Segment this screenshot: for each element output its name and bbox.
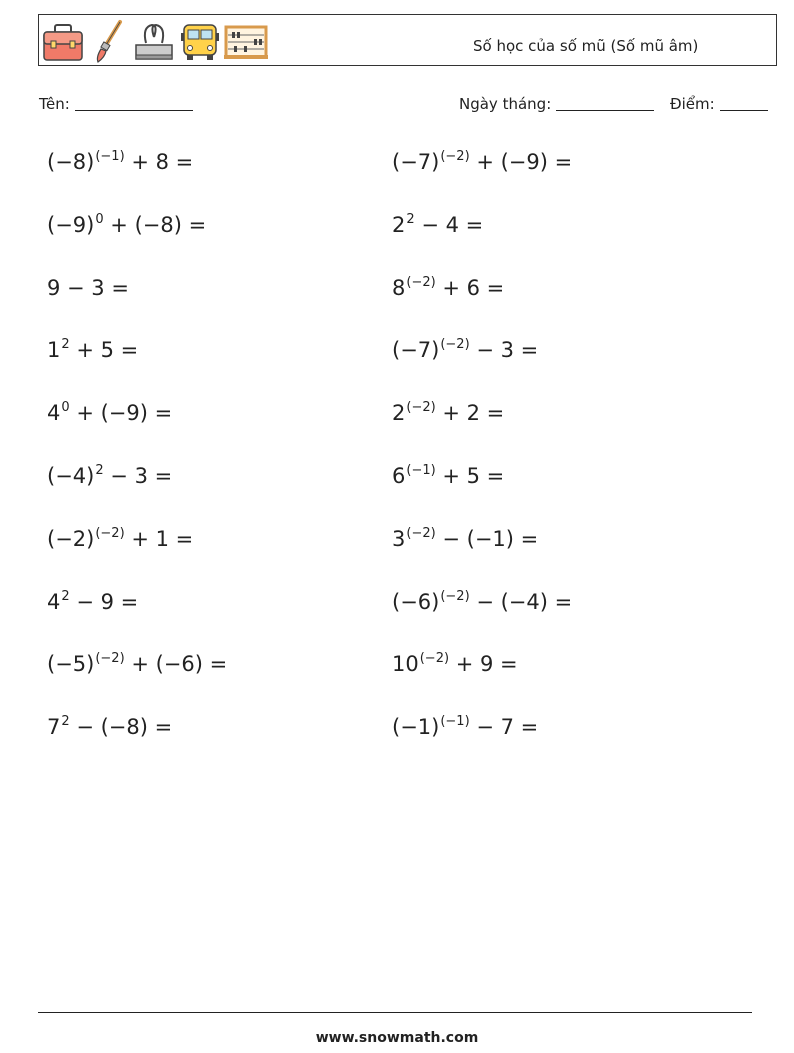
problem-base: 9 − 3 = (47, 276, 129, 300)
problem-exponent: 2 (61, 337, 70, 352)
problem-exponent: (−2) (406, 400, 436, 415)
problem-base: 2 (392, 213, 406, 237)
binder-clip-icon (134, 19, 174, 63)
problem-13 (47, 527, 193, 551)
score-blank[interactable] (720, 96, 768, 111)
problem-rest: − 9 = (69, 590, 139, 614)
problem-10 (392, 401, 504, 425)
problem-base: 3 (392, 527, 406, 551)
problem-base: 2 (392, 401, 406, 425)
date-blank[interactable] (556, 96, 654, 111)
problem-base: (−5) (47, 652, 95, 676)
problem-exponent: (−2) (95, 651, 125, 666)
problem-base: 4 (47, 401, 61, 425)
school-bus-icon (180, 19, 220, 63)
problem-rest: − (−4) = (469, 590, 573, 614)
problem-rest: + 9 = (449, 652, 518, 676)
problem-2 (392, 150, 572, 174)
problem-base: 1 (47, 338, 61, 362)
problem-rest: + 5 = (69, 338, 139, 362)
worksheet-title: Số học của số mũ (Số mũ âm) (473, 37, 699, 55)
problem-19 (47, 715, 172, 739)
score-field (670, 95, 768, 113)
problem-base: 4 (47, 590, 61, 614)
problem-4 (392, 213, 483, 237)
problem-20 (392, 715, 538, 739)
problem-base: (−7) (392, 338, 440, 362)
problem-exponent: (−2) (440, 589, 470, 604)
problem-15 (47, 590, 138, 614)
abacus-icon (224, 19, 268, 63)
problem-8 (392, 338, 538, 362)
problem-exponent: (−2) (440, 337, 470, 352)
problem-7 (47, 338, 138, 362)
problem-rest: + (−6) = (124, 652, 228, 676)
problem-16 (392, 590, 572, 614)
problem-rest: + 5 = (435, 464, 505, 488)
problem-rest: + (−9) = (469, 150, 573, 174)
problem-base: (−4) (47, 464, 95, 488)
problem-base: (−7) (392, 150, 440, 174)
problem-6 (392, 276, 504, 300)
problem-exponent: (−2) (440, 149, 470, 164)
name-blank[interactable] (75, 96, 193, 111)
problem-rest: − (−1) = (435, 527, 539, 551)
problem-exponent: (−2) (419, 651, 450, 666)
problem-exponent: (−2) (406, 275, 436, 290)
problem-exponent: 0 (95, 212, 104, 227)
problem-exponent: (−1) (406, 463, 436, 478)
name-field (39, 95, 193, 113)
problem-rest: − 7 = (469, 715, 539, 739)
problem-12 (392, 464, 504, 488)
date-field (459, 95, 654, 113)
problem-base: 7 (47, 715, 61, 739)
problem-base: (−2) (47, 527, 95, 551)
header-box (38, 14, 777, 66)
date-label: Ngày tháng: (459, 95, 552, 113)
problem-base: 10 (392, 652, 419, 676)
problem-rest: + (−9) = (69, 401, 173, 425)
footer-site: www.snowmath.com (315, 1030, 479, 1046)
problem-base: (−6) (392, 590, 440, 614)
problem-exponent: (−1) (95, 149, 125, 164)
problem-17 (47, 652, 227, 676)
problem-exponent: (−1) (440, 714, 470, 729)
problem-base: (−1) (392, 715, 440, 739)
name-label: Tên: (39, 95, 70, 113)
problem-14 (392, 527, 538, 551)
paintbrush-icon (92, 19, 126, 63)
problem-1 (47, 150, 193, 174)
problem-base: 8 (392, 276, 406, 300)
problem-rest: − 3 = (103, 464, 173, 488)
problem-rest: − (−8) = (69, 715, 173, 739)
briefcase-icon (42, 19, 84, 63)
problem-exponent: 2 (406, 212, 415, 227)
problem-5 (47, 276, 130, 300)
problem-11 (47, 464, 172, 488)
problem-exponent: 2 (95, 463, 104, 478)
problem-exponent: 2 (61, 714, 70, 729)
problem-18 (392, 652, 518, 676)
problem-rest: + 8 = (124, 150, 194, 174)
score-label: Điểm: (670, 95, 715, 113)
problem-exponent: (−2) (406, 526, 436, 541)
problem-rest: − 3 = (469, 338, 539, 362)
footer-rule (38, 1012, 752, 1013)
problem-exponent: 2 (61, 589, 70, 604)
problem-base: 6 (392, 464, 406, 488)
problem-exponent: 0 (61, 400, 70, 415)
problem-rest: + (−8) = (103, 213, 207, 237)
problem-9 (47, 401, 172, 425)
problem-exponent: (−2) (95, 526, 125, 541)
problem-rest: − 4 = (414, 213, 484, 237)
problem-base: (−8) (47, 150, 95, 174)
problem-rest: + 1 = (124, 527, 194, 551)
problem-rest: + 2 = (435, 401, 505, 425)
problem-rest: + 6 = (435, 276, 505, 300)
problem-base: (−9) (47, 213, 95, 237)
problem-3 (47, 213, 206, 237)
